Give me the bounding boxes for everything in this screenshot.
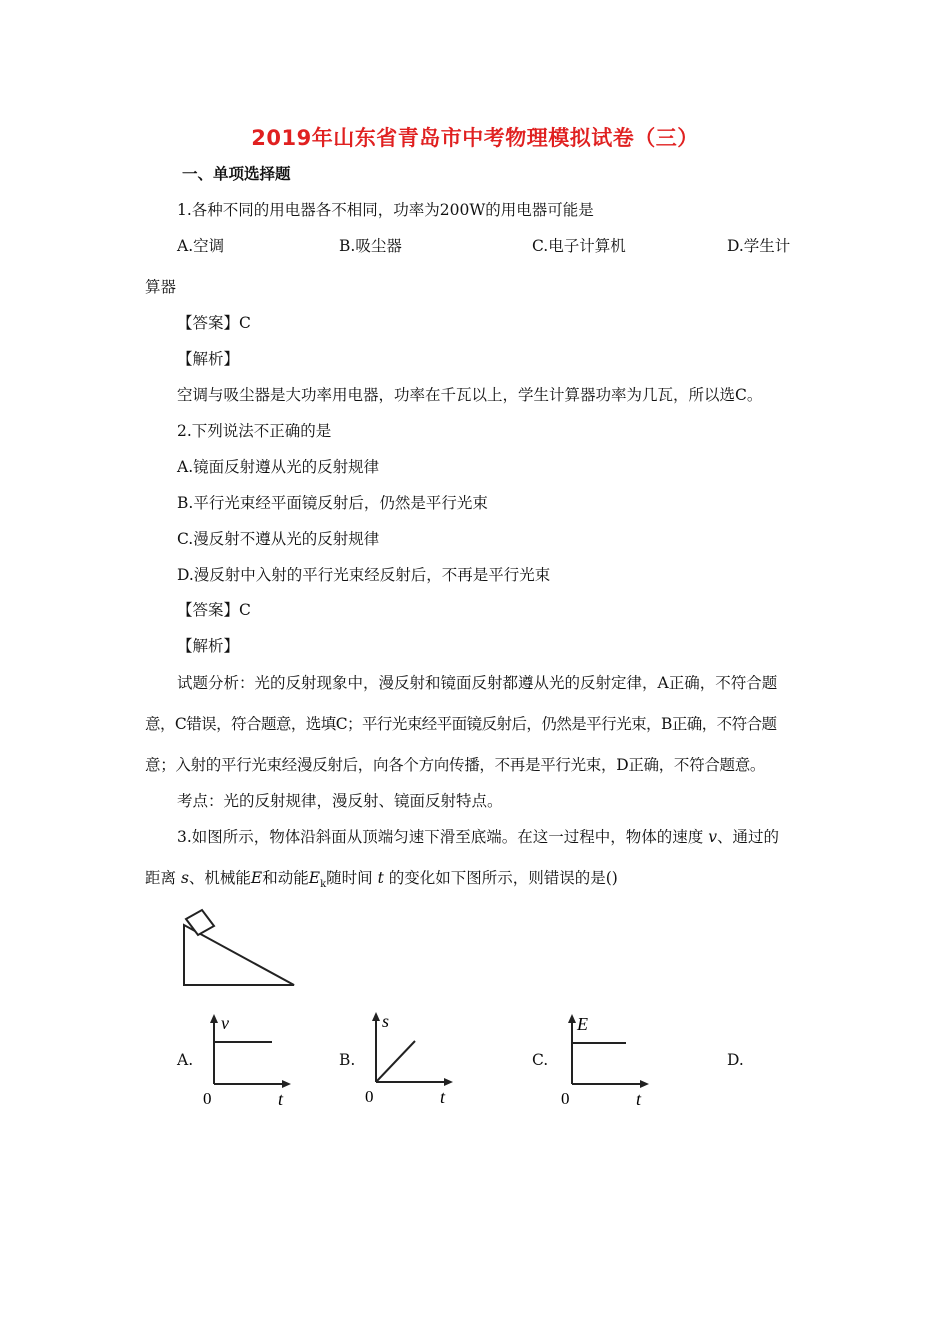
y-axis-label: s (382, 1011, 390, 1031)
origin-label: 0 (203, 1089, 212, 1108)
stem-text: 和动能 (262, 869, 309, 887)
x-axis-label: t (440, 1087, 446, 1106)
question-3-option-d: D. (727, 1051, 744, 1069)
question-3-stem-line-1 (177, 827, 779, 847)
symbol-ek-sub: k (320, 879, 327, 891)
question-2-stem: 2.下列说法不正确的是 (177, 422, 332, 440)
x-axis-arrow (640, 1080, 649, 1088)
stem-text: 、机械能 (188, 869, 251, 887)
graph-a-velocity-time (196, 1010, 296, 1108)
incline-figure (176, 905, 302, 991)
origin-label: 0 (365, 1087, 374, 1106)
question-1-option-c: C.电子计算机 (532, 237, 626, 255)
symbol-t: t (377, 869, 384, 887)
question-1-answer: 【答案】C (177, 314, 251, 332)
question-3-option-b: B. (339, 1051, 356, 1069)
symbol-v: v (708, 828, 717, 846)
question-2-option-c: C.漫反射不遵从光的反射规律 (177, 530, 380, 548)
y-axis-label: E (577, 1014, 588, 1034)
stem-text: 距离 (145, 869, 181, 887)
question-3-option-c: C. (532, 1051, 549, 1069)
question-1-option-b: B.吸尘器 (339, 237, 402, 255)
x-axis-arrow (444, 1078, 453, 1086)
question-1-analysis: 空调与吸尘器是大功率用电器，功率在千瓦以上，学生计算器功率为几瓦，所以选C。 (177, 386, 763, 404)
symbol-ek: E (308, 869, 321, 887)
stem-text: 3.如图所示，物体沿斜面从顶端匀速下滑至底端。在这一过程中，物体的速度 (177, 828, 709, 846)
question-1-option-d-wrap: 算器 (145, 278, 177, 296)
symbol-e: E (250, 869, 263, 887)
y-axis-label: v (221, 1013, 229, 1033)
question-2-analysis-line-2: 意，C错误，符合题意，选填C；平行光束经平面镜反射后，仍然是平行光束，B正确，不符合题 (145, 715, 777, 733)
sliding-block (186, 910, 214, 935)
stem-text: 随时间 (326, 869, 378, 887)
question-1-stem: 1.各种不同的用电器各不相同，功率为200W的用电器可能是 (177, 201, 594, 219)
question-2-analysis-line-3: 意；入射的平行光束经漫反射后，向各个方向传播，不再是平行光束，D正确，不符合题意。 (145, 756, 766, 774)
question-1-option-a: A.空调 (177, 237, 225, 255)
x-axis-label: t (636, 1089, 642, 1108)
stem-text: 的变化如下图所示，则错误的是() (383, 869, 618, 887)
graph-c-energy-time (554, 1010, 654, 1108)
y-axis-arrow (568, 1014, 576, 1023)
question-2-option-b: B.平行光束经平面镜反射后，仍然是平行光束 (177, 494, 488, 512)
question-2-option-d: D.漫反射中入射的平行光束经反射后，不再是平行光束 (177, 566, 551, 584)
question-2-kaodian: 考点：光的反射规律，漫反射、镜面反射特点。 (177, 792, 503, 810)
question-2-answer: 【答案】C (177, 601, 251, 619)
question-3-option-a: A. (177, 1051, 194, 1069)
question-2-analysis-label: 【解析】 (177, 637, 240, 655)
question-3-stem-line-2 (145, 868, 618, 895)
stem-text: 、通过的 (716, 828, 779, 846)
x-axis-arrow (282, 1080, 291, 1088)
question-1-analysis-label: 【解析】 (177, 350, 240, 368)
symbol-s: s (180, 869, 189, 887)
question-2-option-a: A.镜面反射遵从光的反射规律 (177, 458, 380, 476)
question-1-option-d: D.学生计 (727, 237, 791, 255)
question-2-analysis-line-1: 试题分析：光的反射现象中，漫反射和镜面反射都遵从光的反射定律，A正确，不符合题 (177, 674, 778, 692)
x-axis-label: t (278, 1089, 284, 1108)
page-title: 2019年山东省青岛市中考物理模拟试卷（三） (251, 126, 699, 150)
section-heading: 一、单项选择题 (182, 165, 291, 183)
y-axis-arrow (372, 1012, 380, 1021)
origin-label: 0 (561, 1089, 570, 1108)
graph-b-distance-time (358, 1008, 458, 1106)
graph-line (376, 1041, 415, 1082)
y-axis-arrow (210, 1014, 218, 1023)
